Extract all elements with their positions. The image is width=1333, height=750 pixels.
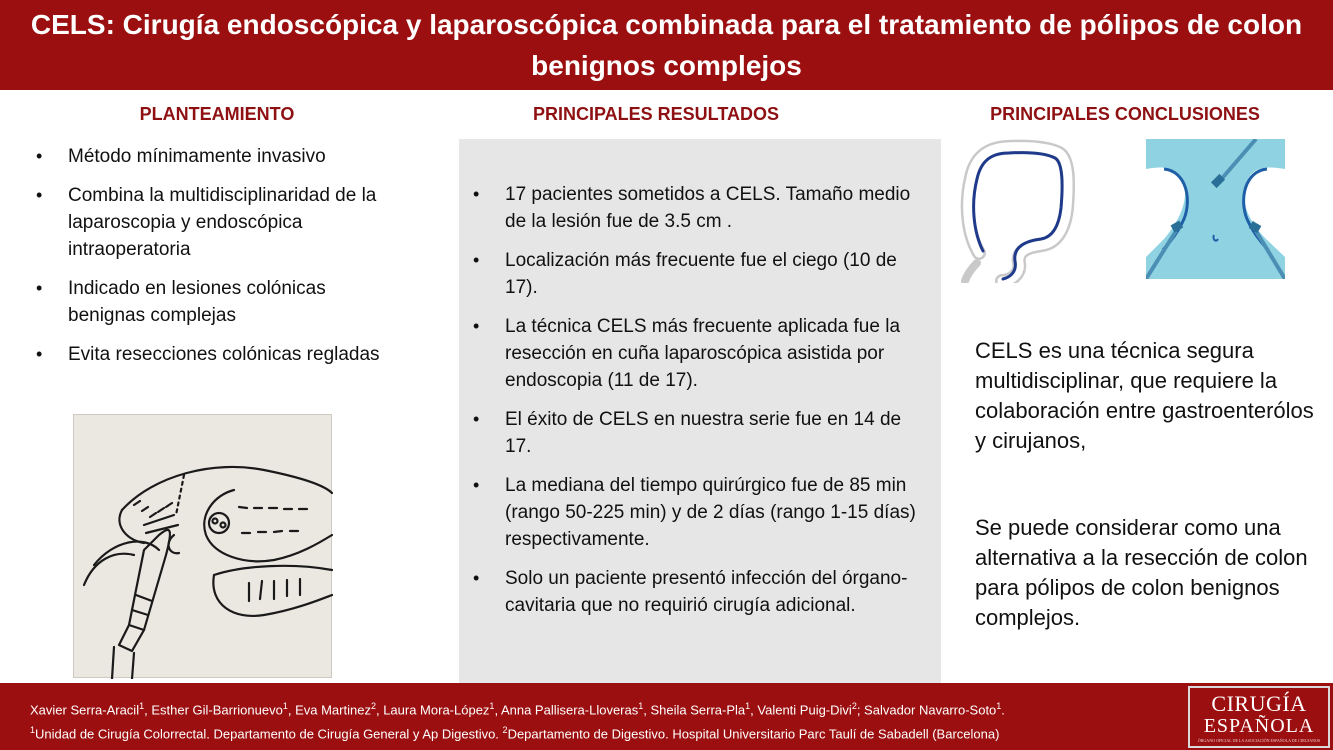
planteamiento-list xyxy=(36,143,396,380)
authors-block xyxy=(30,696,1005,745)
list-item: • Combina la multidisciplinaridad de la laparoscopia y endoscópica intraoperatoria xyxy=(36,182,396,263)
resultados-heading: PRINCIPALES RESULTADOS xyxy=(532,104,779,124)
abdomen-trocar-illustration xyxy=(1146,139,1285,279)
colon-illustration xyxy=(957,133,1081,283)
surgical-sketch-drawing xyxy=(74,415,333,679)
poster-footer xyxy=(0,683,1333,750)
list-item: • Indicado en lesiones colónicas benignas complejas xyxy=(36,275,396,329)
poster-title: CELS: Cirugía endoscópica y laparoscópica combinada para el tratamiento de pólipos de colon benignos complejos xyxy=(30,9,1303,81)
list-item: • El éxito de CELS en nuestra serie fue en 14 de 17. xyxy=(473,406,928,460)
affiliation-list: $^1$Unidad de Cirugía Colorrectal. Departamento de Cirugía General y Ap Digestivo. $^2$Departamento de Digestivo. Hospital Universitario Parc Taulí de Sabadell (Barcelona) xyxy=(30,725,1000,742)
planteamiento-heading: PLANTEAMIENTO xyxy=(139,104,295,124)
poster-header xyxy=(0,0,1333,90)
logo-tagline: ÓRGANO OFICIAL DE LA ASOCIACIÓN ESPAÑOLA DE CIRUJANOS xyxy=(1197,738,1321,743)
conclusiones-heading: PRINCIPALES CONCLUSIONES xyxy=(990,104,1260,124)
author-list: Xavier Serra-Aracil$^1$, Esther Gil-Barrionuevo$^1$, Eva Martinez$^2$, Laura Mora-López$^1$, Anna Pallisera-Lloveras$^1$, Sheila Serra-Pla$^1$, Valenti Puig-Divi$^2$; Salvador Navarro-Soto$^1$. xyxy=(30,701,1005,718)
abdomen-drawing xyxy=(1146,139,1285,279)
surgical-sketch-image xyxy=(73,414,332,678)
cirugia-espanola-logo xyxy=(1188,686,1330,748)
logo-line-1: CIRUGÍA xyxy=(1211,691,1307,716)
conclusion-text-1: CELS es una técnica segura multidisciplinar, que requiere la colaboración entre gastroenterólos y cirujanos, xyxy=(975,338,1314,453)
list-item: • Método mínimamente invasivo xyxy=(36,143,396,170)
list-item: • Localización más frecuente fue el ciego (10 de 17). xyxy=(473,247,928,301)
resultados-list xyxy=(473,181,928,631)
logo-line-2: ESPAÑOLA xyxy=(1203,715,1315,737)
list-item: • 17 pacientes sometidos a CELS. Tamaño medio de la lesión fue de 3.5 cm . xyxy=(473,181,928,235)
list-item: • Solo un paciente presentó infección del órgano-cavitaria que no requirió cirugía adicional. xyxy=(473,565,928,619)
list-item: • Evita resecciones colónicas regladas xyxy=(36,341,396,368)
conclusion-text-2: Se puede considerar como una alternativa a la resección de colon para pólipos de colon benignos complejos. xyxy=(975,515,1308,630)
list-item: • La técnica CELS más frecuente aplicada fue la resección en cuña laparoscópica asistida por endoscopia (11 de 17). xyxy=(473,313,928,394)
colon-drawing xyxy=(957,133,1081,283)
list-item: • La mediana del tiempo quirúrgico fue de 85 min (rango 50-225 min) y de 2 días (rango 1-15 días) respectivamente. xyxy=(473,472,928,553)
